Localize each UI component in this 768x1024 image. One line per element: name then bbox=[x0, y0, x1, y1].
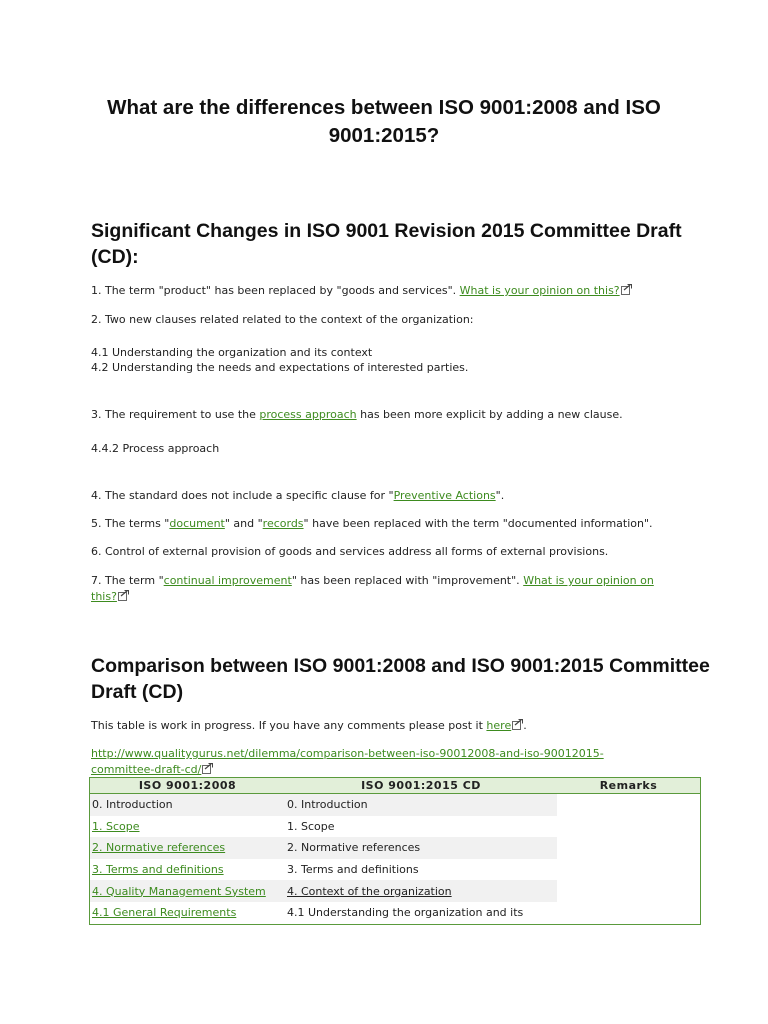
remarks-cell bbox=[557, 794, 701, 925]
change-item-3: 3. The requirement to use the process approach has been more explicit by adding a new clause. bbox=[91, 408, 623, 421]
change-item-2: 2. Two new clauses related related to the context of the organization: bbox=[91, 313, 474, 326]
section-heading-changes: Significant Changes in ISO 9001 Revision 2015 Committee Draft (CD): bbox=[91, 220, 682, 268]
clause-4-2: 4.2 Understanding the needs and expectations of interested parties. bbox=[91, 361, 469, 374]
external-link-icon[interactable] bbox=[621, 284, 632, 295]
normative-references-link[interactable]: 2. Normative references bbox=[92, 841, 226, 855]
external-link-icon[interactable] bbox=[118, 590, 129, 601]
quality-management-system-link[interactable]: 4. Quality Management System bbox=[92, 884, 266, 898]
table-cell bbox=[90, 816, 286, 838]
change-item-7: 7. The term "continual improvement" has been replaced with "improvement". What is your opinion on this? bbox=[91, 574, 654, 603]
change-item-5: 5. The terms "document" and "records" have been replaced with the term "documented information". bbox=[91, 517, 653, 530]
column-header: Remarks bbox=[557, 778, 701, 794]
opinion-link-1[interactable]: What is your opinion on this? bbox=[459, 284, 620, 297]
external-link-icon[interactable] bbox=[512, 719, 523, 730]
table-cell bbox=[90, 880, 286, 902]
table-cell: 4.1 Understanding the organization and its bbox=[287, 906, 524, 920]
clause-4-4-2: 4.4.2 Process approach bbox=[91, 442, 220, 455]
section-heading-comparison: Comparison between ISO 9001:2008 and ISO 9001:2015 Committee Draft (CD) bbox=[91, 655, 710, 703]
change-item-6: 6. Control of external provision of goods and services address all forms of external provisions. bbox=[91, 545, 609, 558]
general-requirements-link[interactable]: 4.1 General Requirements bbox=[92, 906, 237, 920]
table-cell bbox=[90, 837, 286, 859]
scope-link[interactable]: 1. Scope bbox=[92, 819, 140, 833]
records-link[interactable]: records bbox=[262, 517, 304, 530]
comparison-table bbox=[89, 777, 701, 925]
change-item-4: 4. The standard does not include a specific clause for "Preventive Actions". bbox=[91, 489, 505, 502]
here-link[interactable]: here bbox=[486, 719, 512, 732]
clause-4-1: 4.1 Understanding the organization and its context bbox=[91, 346, 373, 359]
terms-definitions-link[interactable]: 3. Terms and definitions bbox=[92, 863, 224, 877]
table-cell: 3. Terms and definitions bbox=[287, 863, 419, 877]
table-cell bbox=[285, 880, 557, 902]
table-cell: 2. Normative references bbox=[285, 837, 557, 859]
column-header: ISO 9001:2008 bbox=[90, 778, 286, 794]
comparison-url bbox=[91, 746, 691, 777]
table-cell bbox=[90, 859, 286, 881]
continual-improvement-link[interactable]: continual improvement bbox=[163, 574, 292, 587]
opinion-link-2[interactable]: What is your opinion on this? bbox=[91, 574, 654, 603]
table-row bbox=[90, 794, 701, 816]
comparison-url-link[interactable]: http://www.qualitygurus.net/dilemma/comparison-between-iso-90012008-and-iso-90012015- committee-draft-cd/ bbox=[91, 747, 604, 776]
table-cell: 1. Scope bbox=[287, 819, 335, 833]
document-link[interactable]: document bbox=[169, 517, 225, 530]
table-header-row bbox=[90, 778, 701, 794]
context-of-organization-link[interactable]: 4. Context of the organization bbox=[287, 884, 452, 898]
table-cell: 0. Introduction bbox=[285, 794, 557, 816]
work-in-progress-note: This table is work in progress. If you have any comments please post it here . bbox=[91, 719, 527, 732]
table-cell: 0. Introduction bbox=[90, 794, 286, 816]
column-header: ISO 9001:2015 CD bbox=[285, 778, 557, 794]
change-item-1: 1. The term "product" has been replaced by "goods and services". What is your opinion on this? bbox=[91, 283, 691, 299]
preventive-actions-link[interactable]: Preventive Actions bbox=[393, 489, 496, 502]
table-cell bbox=[90, 902, 286, 924]
page-title: What are the differences between ISO 9001:2008 and ISO 9001:2015? bbox=[107, 96, 661, 147]
external-link-icon[interactable] bbox=[202, 763, 213, 774]
process-approach-link[interactable]: process approach bbox=[259, 408, 357, 421]
